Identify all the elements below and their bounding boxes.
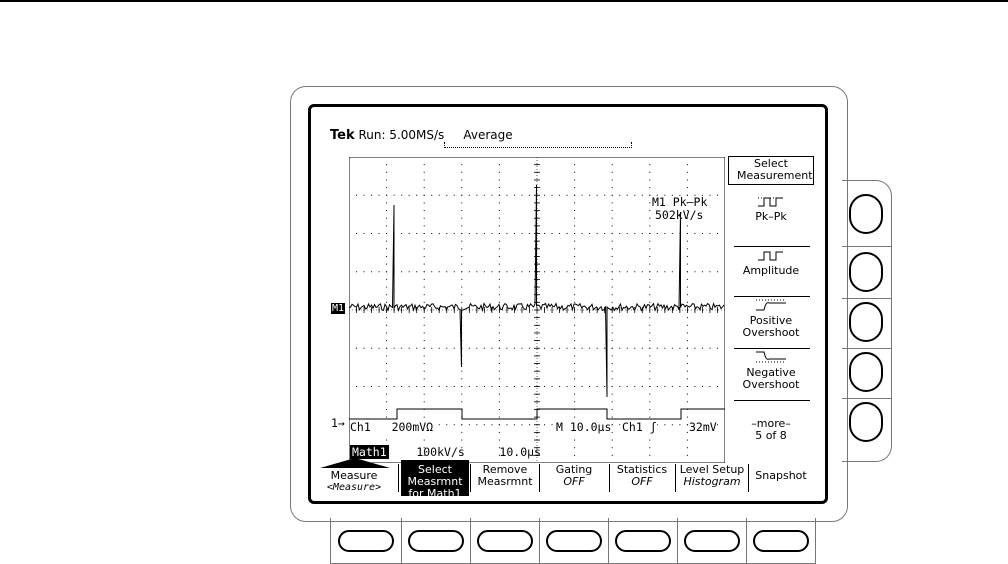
run-status: Run: 5.00MS/s [358, 128, 445, 142]
side-item-positive-overshoot[interactable] [728, 298, 814, 339]
divider [734, 296, 810, 297]
divider [734, 246, 810, 247]
ch1-readout [350, 420, 433, 434]
bottom-bezel-button-6[interactable] [684, 530, 740, 552]
bottom-item-sub: OFF [631, 475, 653, 488]
divider [734, 400, 810, 401]
bottom-menu [310, 460, 814, 500]
bottom-item-sub: OFF [563, 475, 585, 488]
trigger-level: 32mV [689, 420, 717, 434]
divider [734, 348, 810, 349]
divider [608, 518, 609, 564]
bottom-item-level-setup[interactable] [676, 460, 748, 496]
side-item-pk-pk[interactable] [728, 196, 814, 223]
math1-vdiv: 100kV/s [416, 445, 465, 459]
math1-label: Math1 [352, 445, 387, 459]
amplitude-waveform-icon [756, 250, 786, 262]
divider [398, 464, 399, 492]
divider [470, 518, 471, 564]
side-item-label: Positive Overshoot [742, 314, 800, 339]
bottom-bezel-button-1[interactable] [338, 530, 394, 552]
bottom-item-remove-measurement[interactable] [471, 460, 539, 496]
measurement-label: M1 Pk–Pk [652, 195, 708, 209]
bottom-item-sub: <Measure> [326, 482, 382, 493]
ch1-waveform [349, 409, 725, 419]
divider [677, 518, 678, 564]
bottom-item-sub: Histogram [683, 475, 741, 488]
positive-overshoot-icon [754, 298, 788, 312]
side-item-label: Amplitude [742, 264, 800, 277]
measurement-value: 502kV/s [655, 208, 704, 222]
bottom-bezel-button-2[interactable] [408, 530, 464, 552]
divider [842, 398, 892, 399]
side-item-label: Negative Overshoot [742, 366, 800, 391]
brand-label: Tek [330, 128, 355, 143]
side-bezel-button-5[interactable] [849, 402, 883, 442]
side-item-label: –more– [751, 417, 791, 430]
ch1-ground-marker: 1→ [331, 416, 345, 430]
bottom-item-label: Level Setup [679, 463, 745, 476]
divider [842, 298, 892, 299]
side-bezel-button-3[interactable] [849, 302, 883, 342]
bottom-bezel-button-7[interactable] [753, 530, 809, 552]
timebase-readout: M 10.0µs [556, 420, 612, 434]
bottom-item-gating[interactable] [540, 460, 608, 496]
status-line [330, 128, 513, 143]
bottom-item-select-measurement[interactable] [401, 460, 469, 500]
pk-pk-waveform-icon [756, 196, 786, 208]
bottom-bezel-button-3[interactable] [477, 530, 533, 552]
bottom-item-label: Statistics [616, 463, 668, 476]
bottom-item-sub: for Math1 [408, 487, 462, 500]
record-view-bar [444, 142, 632, 148]
divider [842, 246, 892, 247]
bottom-item-snapshot[interactable] [749, 460, 813, 496]
side-item-amplitude[interactable] [728, 250, 814, 277]
page-rule [0, 0, 1008, 2]
side-bezel-button-4[interactable] [849, 352, 883, 392]
trigger-source: Ch1 ʃ [622, 420, 657, 434]
math1-readout [350, 445, 541, 459]
bottom-item-statistics[interactable] [610, 460, 674, 496]
math1-ground-marker: M1 [332, 303, 345, 314]
side-menu-title-text: Select Measurement [737, 157, 813, 182]
bottom-bezel-button-5[interactable] [615, 530, 671, 552]
ch1-label: Ch1 [350, 420, 371, 434]
side-item-negative-overshoot[interactable] [728, 350, 814, 391]
math1-hdiv: 10.0µs [499, 445, 541, 459]
divider [539, 518, 540, 564]
side-item-label: Pk–Pk [755, 210, 787, 223]
side-bezel-button-1[interactable] [849, 194, 883, 234]
bottom-item-measure[interactable] [310, 460, 398, 496]
divider [842, 348, 892, 349]
acquisition-mode: Average [463, 128, 513, 142]
bottom-item-label: Measure [330, 469, 378, 482]
side-item-sub: 5 of 8 [755, 429, 787, 442]
divider [401, 518, 402, 564]
side-menu-title [728, 156, 814, 185]
negative-overshoot-icon [754, 350, 788, 364]
bottom-item-label: Gating [555, 463, 593, 476]
ch1-scale: 200mVΩ [391, 420, 434, 434]
bottom-bezel-button-4[interactable] [546, 530, 602, 552]
side-item-more[interactable] [728, 418, 814, 442]
side-bezel-button-2[interactable] [849, 252, 883, 292]
bottom-item-label: Snapshot [755, 469, 807, 482]
bottom-item-label: Remove Measrmnt [477, 463, 533, 488]
bottom-item-label: Select Measrmnt [407, 463, 463, 488]
divider [746, 518, 747, 564]
menu-up-arrow-icon [320, 458, 390, 468]
